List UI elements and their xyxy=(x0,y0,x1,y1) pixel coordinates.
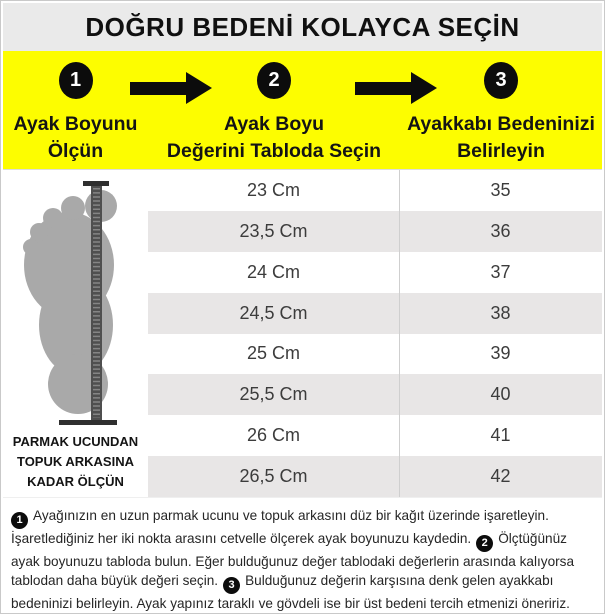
table-row xyxy=(148,252,602,293)
foot-measure-illustration xyxy=(3,170,148,426)
arrow-right-icon xyxy=(130,72,212,104)
step-2-label: Ayak Boyu Değerini Tabloda Seçin xyxy=(166,113,382,162)
arrow-right-icon xyxy=(355,72,437,104)
foot-length-cell: 24,5 Cm xyxy=(148,293,400,334)
step-1-number-badge xyxy=(59,62,93,99)
step-2-number-badge xyxy=(257,62,291,99)
shoe-size-cell: 35 xyxy=(490,179,511,200)
table-row xyxy=(148,170,602,211)
shoe-size-cell: 37 xyxy=(490,261,511,282)
shoe-size-cell: 41 xyxy=(490,425,511,446)
footnote-1-text: Ayağınızın en uzun parmak ucunu ve topuk arkasını düz bir kağıt üzerinde işaretleyin. İşaretlediğiniz her iki nokta arasını cetvelle ölçerek ayak boyunuzu kaydedin. xyxy=(11,508,549,546)
table-row xyxy=(148,456,602,497)
step-3-number-badge xyxy=(484,62,518,99)
table-row xyxy=(148,334,602,375)
table-row xyxy=(148,374,602,415)
shoe-size-cell: 36 xyxy=(490,220,511,241)
size-table xyxy=(148,170,602,497)
step-1-label: Ayak Boyunu Ölçün xyxy=(13,113,138,162)
measure-caption: PARMAK UCUNDAN TOPUK ARKASINA KADAR ÖLÇÜN xyxy=(12,434,139,489)
content-row xyxy=(3,169,602,497)
step-1-number: 1 xyxy=(69,69,82,91)
footnote-3-badge: 3 xyxy=(223,577,240,594)
footnote-2-badge: 2 xyxy=(476,535,493,552)
title-bar xyxy=(3,3,602,51)
shoe-size-cell: 39 xyxy=(490,343,511,364)
footnote-1-badge: 1 xyxy=(11,512,28,529)
step-3-label: Ayakkabı Bedeninizi Belirleyin xyxy=(407,113,595,162)
table-row xyxy=(148,293,602,334)
instructions-footnote xyxy=(3,497,602,613)
shoe-size-cell: 38 xyxy=(490,302,511,323)
page-title: DOĞRU BEDENİ KOLAYCA SEÇİN xyxy=(85,11,520,42)
footnote-2-text: Ölçtüğünüz ayak boyunuzu tabloda bulun. Eğer bulduğunuz değer tablodaki değerlerin arasında kalıyorsa tablodan daha büyük değeri seçin. xyxy=(11,531,575,588)
step-2-number: 2 xyxy=(268,69,280,91)
foot-length-cell: 24 Cm xyxy=(148,252,400,293)
shoe-size-cell: 40 xyxy=(490,384,511,405)
step-3-number: 3 xyxy=(495,69,507,91)
footnote-3-text: Bulduğunuz değerin karşısına denk gelen ayakkabı bedeninizi belirleyin. Ayak yapınız taraklı ve gövdeli ise bir üst bedeni tercih etmenizi öneririz. xyxy=(11,573,570,611)
foot-length-cell: 23,5 Cm xyxy=(148,211,400,252)
measure-panel xyxy=(3,170,148,497)
foot-length-cell: 23 Cm xyxy=(148,170,400,211)
step-1 xyxy=(3,51,148,169)
foot-length-cell: 25 Cm xyxy=(148,334,400,375)
table-row xyxy=(148,415,602,456)
foot-length-cell: 26 Cm xyxy=(148,415,400,456)
steps-header xyxy=(3,51,602,169)
foot-length-cell: 26,5 Cm xyxy=(148,456,400,497)
step-2 xyxy=(148,51,400,169)
foot-length-cell: 25,5 Cm xyxy=(148,374,400,415)
table-row xyxy=(148,211,602,252)
heel-baseline xyxy=(59,420,117,425)
shoe-size-cell: 42 xyxy=(490,466,511,487)
foot-silhouette xyxy=(23,190,117,414)
step-3 xyxy=(400,51,602,169)
